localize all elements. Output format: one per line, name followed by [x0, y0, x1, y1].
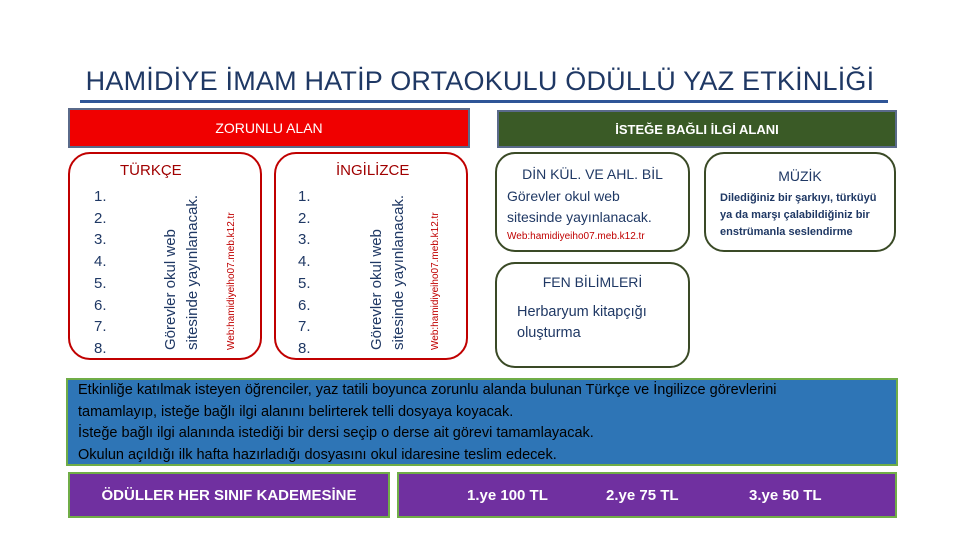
info-line: Okulun açıldığı ilk hafta hazırladığı dosyasını okul idaresine teslim edecek. — [78, 446, 557, 463]
info-line: tamamlayıp, isteğe bağlı ilgi alanını belirterek telli dosyaya koyacak. — [78, 403, 514, 420]
ingilizce-web: Web:hamidiyeiho07.meb.k12.tr — [430, 212, 441, 350]
list-item: 2. — [94, 209, 107, 227]
ingilizce-box — [274, 152, 468, 360]
list-item: 1. — [298, 188, 311, 205]
din-note — [507, 186, 652, 228]
note-line: Görevler okul web — [162, 229, 179, 350]
ingilizce-header: İNGİLİZCE — [336, 162, 410, 179]
list-item: 3. — [94, 231, 107, 249]
fen-header: FEN BİLİMLERİ — [542, 274, 643, 290]
muzik-text: Dilediğiniz bir şarkıyı, türküyü ya da marşı çalabildiğiniz bir enstrümanla seslendirme — [720, 192, 877, 238]
info-box — [66, 378, 898, 466]
prize-third: 3.ye 50 TL — [749, 486, 822, 504]
info-line: Etkinliğe katılmak isteyen öğrenciler, yaz tatili boyunca zorunlu alanda bulunan Türkçe ve İngilizce görevlerini — [78, 382, 777, 398]
prize-first: 1.ye 100 TL — [467, 486, 548, 504]
info-line: İsteğe bağlı ilgi alanında istediği bir dersi seçip o derse ait görevi tamamlayacak. — [78, 425, 594, 441]
list-item: 5. — [94, 274, 107, 292]
muzik-box — [704, 152, 896, 252]
list-item: 8. — [298, 339, 311, 357]
turkce-note — [160, 195, 204, 350]
title-underline — [80, 100, 888, 103]
turkce-list — [94, 186, 107, 360]
note-line: sitesinde yayınlanacak. — [184, 194, 201, 350]
list-item: 8. — [94, 339, 107, 357]
list-item: 1. — [94, 188, 107, 205]
list-item: 4. — [298, 253, 311, 271]
page-title: HAMİDİYE İMAM HATİP ORTAOKULU ÖDÜLLÜ YAZ ETKİNLİĞİ — [85, 66, 875, 96]
list-item: 5. — [298, 274, 311, 292]
note-line: sitesinde yayınlanacak. — [507, 209, 652, 225]
list-item: 3. — [298, 231, 311, 249]
prize-second: 2.ye 75 TL — [606, 486, 679, 504]
ingilizce-list — [298, 186, 311, 360]
din-web: Web:hamidiyeiho07.meb.k12.tr — [507, 231, 645, 242]
list-item: 4. — [94, 253, 107, 271]
istege-bagli-header: İSTEĞE BAĞLI İLGİ ALANI — [497, 110, 897, 148]
muzik-header: MÜZİK — [778, 168, 822, 184]
turkce-web: Web:hamidiyeiho07.meb.k12.tr — [226, 212, 237, 350]
list-item: 7. — [94, 318, 107, 336]
list-item: 6. — [94, 296, 107, 314]
note-line: sitesinde yayınlanacak. — [390, 194, 407, 350]
fen-text: Herbaryum kitapçığı oluşturma — [517, 304, 647, 341]
din-header: DİN KÜL. VE AHL. BİL — [522, 166, 663, 182]
ingilizce-note — [366, 195, 410, 350]
din-box — [495, 152, 690, 252]
list-item: 2. — [298, 209, 311, 227]
note-line: Görevler okul web — [368, 229, 385, 350]
fen-box — [495, 262, 690, 368]
note-line: Görevler okul web — [507, 188, 620, 204]
turkce-header: TÜRKÇE — [120, 162, 182, 179]
oduller-label: ÖDÜLLER HER SINIF KADEMESİNE — [68, 472, 390, 518]
oduller-prizes — [397, 472, 897, 518]
zorunlu-alan-header: ZORUNLU ALAN — [68, 108, 470, 148]
list-item: 7. — [298, 318, 311, 336]
list-item: 6. — [298, 296, 311, 314]
turkce-box — [68, 152, 262, 360]
